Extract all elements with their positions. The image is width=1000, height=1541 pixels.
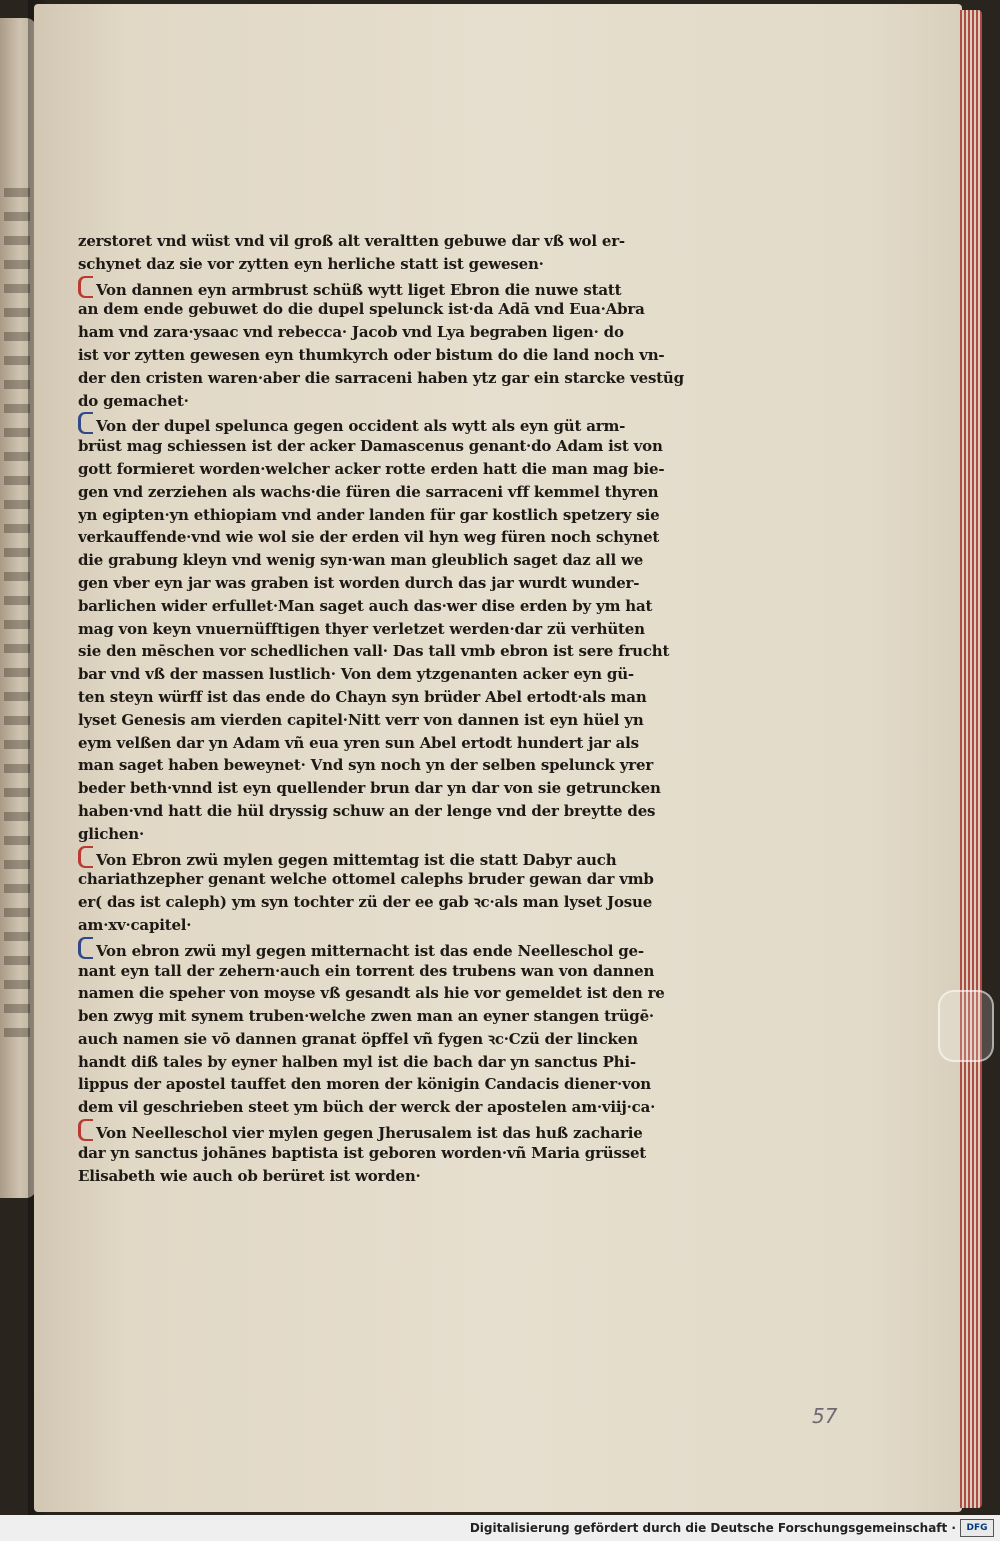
text-line: glichen·	[78, 824, 144, 843]
text-line: Von dannen eyn armbrust schüß wytt liget Ebron die nuwe statt	[78, 276, 718, 299]
text-line: Von Neelleschol vier mylen gegen Jherusalem ist das huß zacharie	[78, 1119, 718, 1142]
text-line: lyset Genesis am vierden capitel·Nitt verr von dannen ist eyn hüel yn	[78, 710, 644, 729]
text-line: brüst mag schiessen ist der acker Damascenus genant·do Adam ist von	[78, 437, 663, 456]
text-line: bar vnd vß der massen lustlich· Von dem ytzgenanten acker eyn gü-	[78, 665, 634, 684]
text-line: man saget haben beweynet· Vnd syn noch yn der selben spelunck yrer	[78, 756, 654, 775]
text-line: ten steyn würff ist das ende do Chayn syn brüder Abel ertodt·als man	[78, 687, 647, 706]
text-line: ist vor zytten gewesen eyn thumkyrch oder bistum do die land noch vn-	[78, 345, 665, 364]
facing-page-text-bleed	[4, 188, 30, 1048]
text-line: gen vber eyn jar was graben ist worden durch das jar wurdt wunder-	[78, 573, 640, 592]
page-clip	[938, 990, 994, 1062]
rubric-mark-icon	[78, 846, 93, 868]
text-line: dem vil geschrieben steet ym büch der werck der apostelen am·viij·ca·	[78, 1098, 656, 1117]
text-line: er( das ist caleph) ym syn tochter zü der ee gab ꝛc·als man lyset Josue	[78, 893, 653, 912]
text-line: der den cristen waren·aber die sarraceni haben ytz gar ein starcke vestūg	[78, 368, 684, 387]
text-line: mag von keyn vnuernüfftigen thyer verletzet werden·dar zü verhüten	[78, 619, 645, 638]
text-line: yn egipten·yn ethiopiam vnd ander landen für gar kostlich spetzery sie	[78, 505, 660, 524]
text-line: sie den mēschen vor schedlichen vall· Das tall vmb ebron ist sere frucht	[78, 642, 670, 661]
text-line: dar yn sanctus johānes baptista ist geboren worden·vñ Maria grüsset	[78, 1143, 647, 1162]
text-line: auch namen sie vō dannen granat öpffel vñ fygen ꝛc·Czü der lincken	[78, 1029, 638, 1048]
text-line: chariathzepher genant welche ottomel calephs bruder gewan dar vmb	[78, 870, 654, 889]
rubric-mark-icon	[78, 412, 93, 434]
rubric-mark-icon	[78, 1119, 93, 1141]
text-line: Von ebron zwü myl gegen mitternacht ist das ende Neelleschol ge-	[78, 937, 718, 960]
text-line: zerstoret vnd wüst vnd vil groß alt veraltten gebuwe dar vß wol er-	[78, 232, 625, 250]
text-line: beder beth·vnnd ist eyn quellender brun dar yn dar von sie getruncken	[78, 779, 661, 798]
folio-number: 57	[812, 1404, 838, 1428]
text-line: schynet daz sie vor zytten eyn herliche statt ist gewesen·	[78, 254, 544, 273]
text-line: ben zwyg mit synem truben·welche zwen man an eyner stangen trügē·	[78, 1007, 654, 1026]
text-line: gott formieret worden·welcher acker rotte erden hatt die man mag bie-	[78, 459, 665, 478]
rubric-mark-icon	[78, 276, 93, 298]
text-line: barlichen wider erfullet·Man saget auch das·wer dise erden by ym hat	[78, 596, 653, 615]
text-line: ham vnd zara·ysaac vnd rebecca· Jacob vnd Lya begraben ligen· do	[78, 323, 624, 342]
text-line: an dem ende gebuwet do die dupel spelunck ist·da Adā vnd Eua·Abra	[78, 300, 645, 319]
text-line: Von Ebron zwü mylen gegen mittemtag ist die statt Dabyr auch	[78, 846, 718, 869]
text-line: am·xv·capitel·	[78, 915, 192, 934]
page-edges	[960, 10, 982, 1508]
text-line: haben·vnd hatt die hül dryssig schuw an der lenge vnd der breytte des	[78, 801, 656, 820]
text-line: Von der dupel spelunca gegen occident als wytt als eyn güt arm-	[78, 412, 718, 435]
footer-credit: Digitalisierung gefördert durch die Deutsche Forschungsgemeinschaft ·	[469, 1521, 956, 1535]
text-line: gen vnd zerziehen als wachs·die füren die sarraceni vff kemmel thyren	[78, 482, 659, 501]
text-line: namen die speher von moyse vß gesandt als hie vor gemeldet ist den re	[78, 984, 665, 1003]
text-line: eym velßen dar yn Adam vñ eua yren sun Abel ertodt hundert jar als	[78, 733, 639, 752]
text-line: nant eyn tall der zehern·auch ein torrent des trubens wan von dannen	[78, 961, 655, 980]
rubric-mark-icon	[78, 937, 93, 959]
text-line: Elisabeth wie auch ob berüret ist worden·	[78, 1166, 421, 1185]
text-block	[78, 230, 718, 1187]
dfg-logo: DFG	[960, 1519, 994, 1537]
footer-bar	[0, 1515, 1000, 1541]
text-line: do gemachet·	[78, 391, 189, 410]
text-line: verkauffende·vnd wie wol sie der erden vil hyn weg füren noch schynet	[78, 528, 660, 547]
text-line: lippus der apostel tauffet den moren der königin Candacis diener·von	[78, 1075, 651, 1094]
text-line: die grabung kleyn vnd wenig syn·wan man gleublich saget daz all we	[78, 551, 644, 570]
text-line: handt diß tales by eyner halben myl ist die bach dar yn sanctus Phi-	[78, 1052, 636, 1071]
